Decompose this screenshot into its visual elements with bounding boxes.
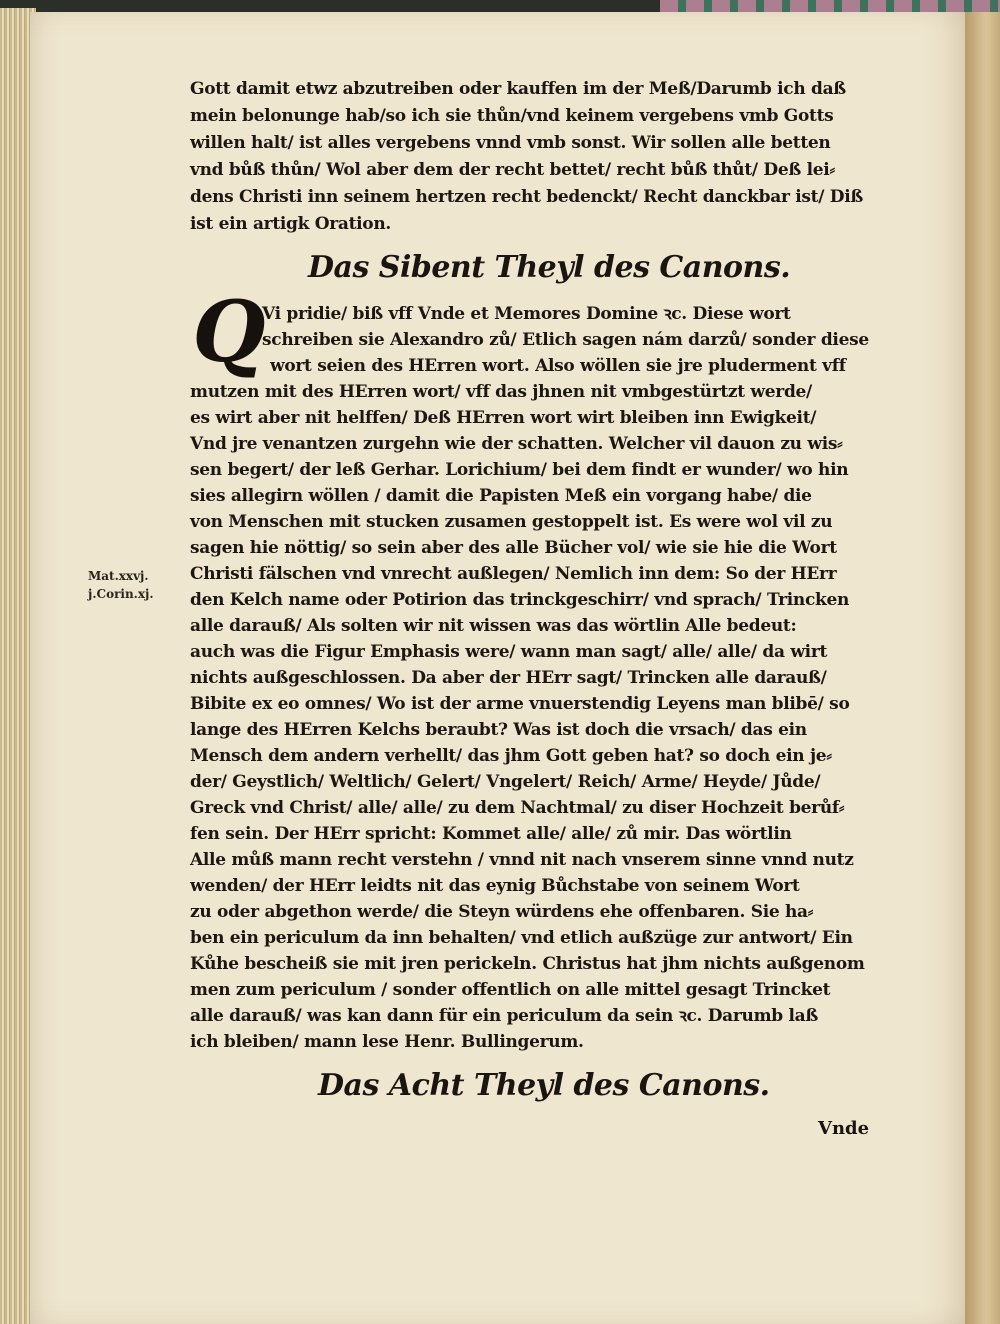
- section7-line-20: Greck vnd Christ/ alle/ alle/ zu dem Nachtmal/ zu diser Hochzeit berůf⸗: [190, 798, 845, 818]
- section7-line-22: Alle můß mann recht verstehn / vnnd nit nach vnserem sinne vnnd nutz: [190, 850, 854, 870]
- drop-cap: Q: [192, 282, 266, 381]
- section7-line-27: men zum periculum / sonder offentlich on alle mittel gesagt Trincket: [190, 980, 831, 1000]
- section7-line-17: lange des HErren Kelchs beraubt? Was ist doch die vrsach/ das ein: [190, 720, 807, 740]
- intro-line-3: willen halt/ ist alles vergebens vnnd vmb sonst. Wir sollen alle betten: [190, 133, 831, 153]
- section7-line-21: fen sein. Der HErr spricht: Kommet alle/ alle/ zů mir. Das wörtlin: [190, 824, 792, 844]
- section7-line-15: nichts außgeschlossen. Da aber der HErr sagt/ Trincken alle darauß/: [190, 668, 827, 688]
- intro-line-1: Gott damit etwz abzutreiben oder kauffen im der Meß/Darumb ich daß: [190, 79, 846, 99]
- section7-line-7: sen begert/ der leß Gerhar. Lorichium/ bei dem findt er wunder/ wo hin: [190, 460, 849, 480]
- section7-line-14: auch was die Figur Emphasis were/ wann man sagt/ alle/ alle/ da wirt: [190, 642, 828, 662]
- section7-line-26: Kůhe bescheiß sie mit jren perickeln. Christus hat jhm nichts außgenom: [190, 954, 865, 974]
- section7-line-23: wenden/ der HErr leidts nit das eynig Bůchstabe von seinem Wort: [190, 876, 800, 896]
- section7-line-11: Christi fälschen vnd vnrecht außlegen/ Nemlich inn dem: So der HErr: [190, 564, 837, 584]
- intro-line-2: mein belonunge hab/so ich sie thůn/vnd keinem vergebens vmb Gotts: [190, 106, 834, 126]
- section8-heading: Das Acht Theyl des Canons.: [318, 1068, 770, 1103]
- intro-line-5: dens Christi inn seinem hertzen recht bedenckt/ Recht danckbar ist/ Diß: [190, 187, 863, 207]
- intro-line-6: ist ein artigk Oration.: [190, 214, 392, 234]
- section7-line-29: ich bleiben/ mann lese Henr. Bullingerum.: [190, 1032, 584, 1052]
- intro-line-4: vnd bůß thůn/ Wol aber dem der recht bettet/ recht bůß thůt/ Deß lei⸗: [190, 160, 835, 180]
- margin-note-matthew: Mat.xxvj.: [88, 569, 149, 583]
- section7-line-19: der/ Geystlich/ Weltlich/ Gelert/ Vngelert/ Reich/ Arme/ Heyde/ Jůde/: [190, 772, 821, 792]
- section7-line-8: sies allegirn wöllen / damit die Papisten Meß ein vorgang habe/ die: [190, 486, 812, 506]
- section7-line-4: mutzen mit des HErren wort/ vff das jhnen nit vmbgestürtzt werde/: [190, 382, 812, 402]
- section7-line-13: alle darauß/ Als solten wir nit wissen was das wörtlin Alle bedeut:: [190, 616, 797, 636]
- section7-line-5: es wirt aber nit helffen/ Deß HErren wort wirt bleiben inn Ewigkeit/: [190, 408, 817, 428]
- section7-line-28: alle darauß/ was kan dann für ein periculum da sein ꝛc. Darumb laß: [190, 1006, 818, 1026]
- section7-line-10: sagen hie nöttig/ so sein aber des alle Bücher vol/ wie sie hie die Wort: [190, 538, 837, 558]
- section7-line-12: den Kelch name oder Potirion das trinckgeschirr/ vnd sprach/ Trincken: [190, 590, 850, 610]
- section7-line-2: schreiben sie Alexandro zů/ Etlich sagen nám darzů/ sonder diese: [262, 330, 869, 350]
- section7-line-24: zu oder abgethon werde/ die Steyn würdens ehe offenbaren. Sie ha⸗: [190, 902, 814, 922]
- section7-heading: Das Sibent Theyl des Canons.: [308, 250, 791, 285]
- catchword: Vnde: [818, 1118, 870, 1139]
- margin-note-corinthians: j.Corin.xj.: [88, 587, 154, 601]
- section7-line-25: ben ein periculum da inn behalten/ vnd etlich außzüge zur antwort/ Ein: [190, 928, 853, 948]
- section7-line-6: Vnd jre venantzen zurgehn wie der schatten. Welcher vil dauon zu wis⸗: [190, 434, 843, 454]
- section7-line-9: von Menschen mit stucken zusamen gestoppelt ist. Es were wol vil zu: [190, 512, 833, 532]
- section7-line-16: Bibite ex eo omnes/ Wo ist der arme vnuerstendig Leyens man blibē/ so: [190, 694, 850, 714]
- section7-line-18: Mensch dem andern verhellt/ das jhm Gott geben hat? so doch ein je⸗: [190, 746, 832, 766]
- section7-line-1: Vi pridie/ biß vff Vnde et Memores Domine ꝛc. Diese wort: [262, 304, 791, 324]
- section7-line-3: wort seien des HErren wort. Also wöllen sie jre pluderment vff: [270, 356, 846, 376]
- page-gutter-right: [965, 12, 1000, 1324]
